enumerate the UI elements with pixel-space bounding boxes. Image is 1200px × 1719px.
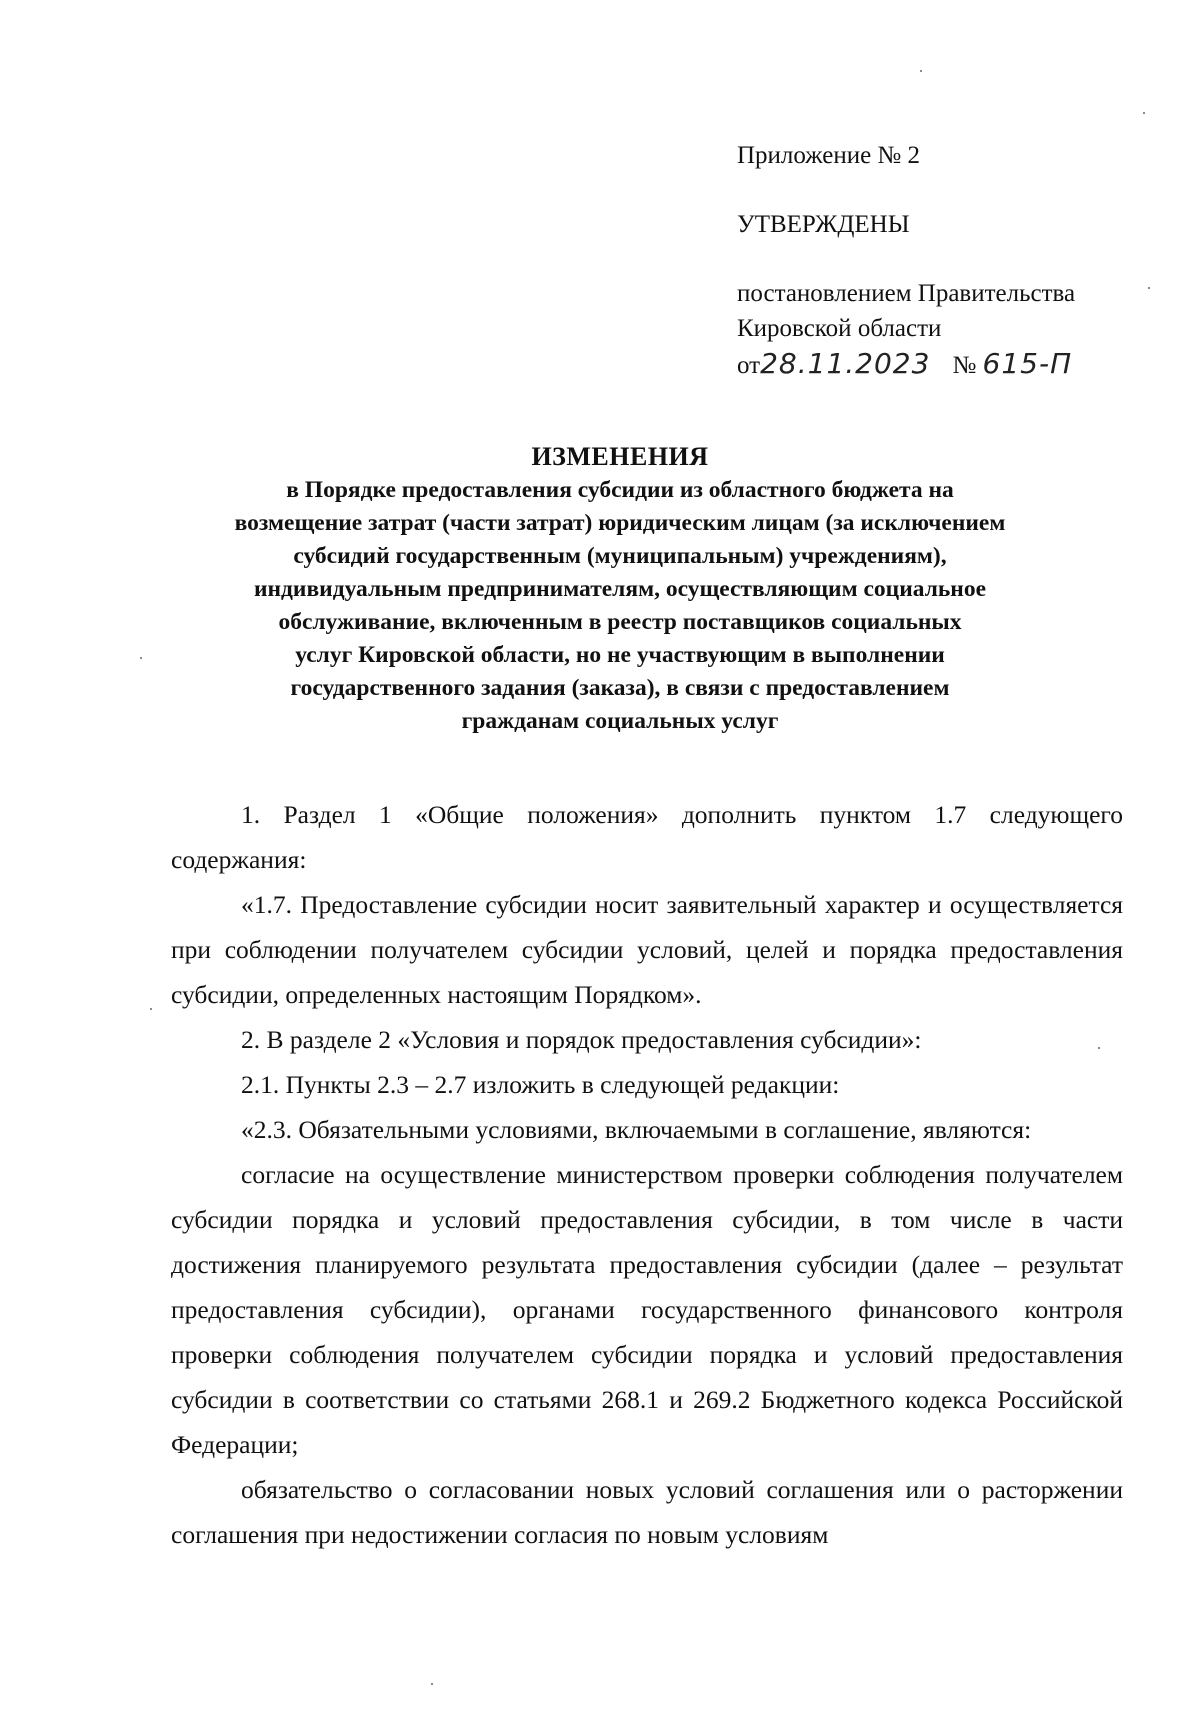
title-line: обслуживание, включенным в реестр поставщиков социальных (278, 609, 962, 635)
handwritten-number: 615-П (982, 347, 1073, 380)
decree-line-2: Кировской области (737, 315, 942, 342)
body-paragraph: «1.7. Предоставление субсидии носит заявительный характер и осуществляется при соблюдении получателем субсидии условий, целей и порядка предоставления субсидии, определенных настоящим Порядком». (171, 890, 1123, 1009)
decree-date-line (737, 346, 1177, 383)
title-line: услуг Кировской области, но не участвующим в выполнении (295, 642, 945, 668)
title-line: возмещение затрат (части затрат) юридическим лицам (за исключением (234, 510, 1006, 536)
document-title (160, 440, 1080, 738)
scan-speck (920, 70, 922, 72)
appendix-number: Приложение № 2 (737, 142, 921, 169)
body-paragraph: «2.3. Обязательными условиями, включаемыми в соглашение, являются: (241, 1115, 1032, 1144)
scan-speck (140, 657, 142, 659)
title-line: субсидий государственным (муниципальным) учреждениям), (293, 543, 947, 569)
scan-speck (1148, 287, 1150, 289)
appendix-block (737, 138, 1177, 383)
scan-speck (1098, 1047, 1100, 1049)
scan-speck (431, 1683, 433, 1685)
body-paragraph: 2. В разделе 2 «Условия и порядок предоставления субсидии»: (241, 1025, 922, 1054)
scan-speck (150, 1008, 152, 1010)
title-line: гражданам социальных услуг (461, 708, 779, 734)
scan-speck (1143, 112, 1145, 114)
handwritten-date: 28.11.2023 (760, 347, 931, 380)
title-line: в Порядке предоставления субсидии из областного бюджета на (286, 477, 954, 503)
document-body (171, 792, 1123, 1557)
approved-label: УТВЕРЖДЕНЫ (737, 211, 910, 238)
number-prefix: № (952, 352, 977, 379)
decree-line-1: постановлением Правительства (737, 280, 1076, 307)
title-line: индивидуальным предпринимателям, осуществляющим социальное (253, 576, 987, 602)
body-paragraph: согласие на осуществление министерством проверки соблюдения получателем субсидии порядка и условий предоставления субсидии, в том числе в части достижения планируемого результата предоставления субсидии (далее – результат предоставления субсидии), органами государственного финансового контроля проверки соблюдения получателем субсидии порядка и условий предоставления субсидии в соответствии со статьями 268.1 и 269.2 Бюджетного кодекса Российской Федерации; (171, 1160, 1123, 1459)
body-paragraph: обязательство о согласовании новых условий соглашения или о расторжении соглашения при недостижении согласия по новым условиям (171, 1475, 1123, 1549)
title-line: государственного задания (заказа), в связи с предоставлением (290, 675, 950, 701)
body-paragraph: 2.1. Пункты 2.3 – 2.7 изложить в следующей редакции: (241, 1070, 840, 1099)
body-paragraph: 1. Раздел 1 «Общие положения» дополнить пунктом 1.7 следующего содержания: (171, 800, 1123, 874)
decree-block (737, 276, 1177, 383)
title-heading: ИЗМЕНЕНИЯ (531, 442, 709, 471)
date-prefix: от (737, 352, 761, 379)
